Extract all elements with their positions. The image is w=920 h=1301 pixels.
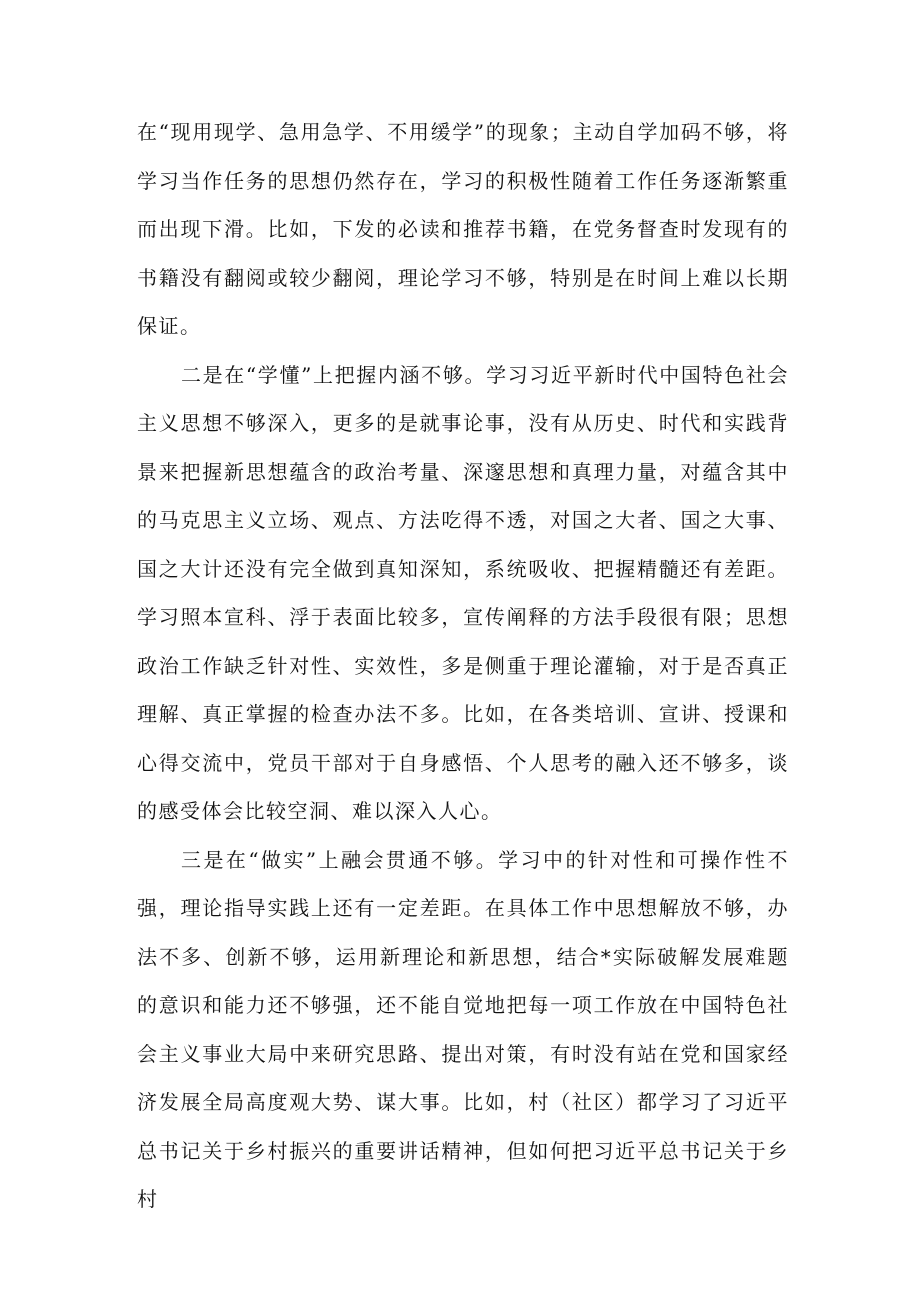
document-body bbox=[137, 108, 789, 1224]
paragraph-3: 三是在“做实”上融会贯通不够。学习中的针对性和可操作性不强，理论指导实践上还有一定差距。在具体工作中思想解放不够，办法不多、创新不够，运用新理论和新思想，结合*实际破解发展难题的意识和能力还不够强，还不能自觉地把每一项工作放在中国特色社会主义事业大局中来研究思路、提出对策，有时没有站在党和国家经济发展全局高度观大势、谋大事。比如，村（社区）都学习了习近平总书记关于乡村振兴的重要讲话精神，但如何把习近平总书记关于乡村 bbox=[137, 847, 789, 1211]
paragraph-1: 在“现用现学、急用急学、不用缓学”的现象；主动自学加码不够，将学习当作任务的思想仍然存在，学习的积极性随着工作任务逐渐繁重而出现下滑。比如，下发的必读和推荐书籍，在党务督查时发现有的书籍没有翻阅或较少翻阅，理论学习不够，特别是在时间上难以长期保证。 bbox=[137, 120, 789, 338]
paragraph-2: 二是在“学懂”上把握内涵不够。学习习近平新时代中国特色社会主义思想不够深入，更多的是就事论事，没有从历史、时代和实践背景来把握新思想蕴含的政治考量、深邃思想和真理力量，对蕴含其中的马克思主义立场、观点、方法吃得不透，对国之大者、国之大事、国之大计还没有完全做到真知深知，系统吸收、把握精髓还有差距。学习照本宣科、浮于表面比较多，宣传阐释的方法手段很有限；思想政治工作缺乏针对性、实效性，多是侧重于理论灌输，对于是否真正理解、真正掌握的检查办法不多。比如，在各类培训、宣讲、授课和心得交流中，党员干部对于自身感悟、个人思考的融入还不够多，谈的感受体会比较空洞、难以深入人心。 bbox=[137, 362, 789, 823]
